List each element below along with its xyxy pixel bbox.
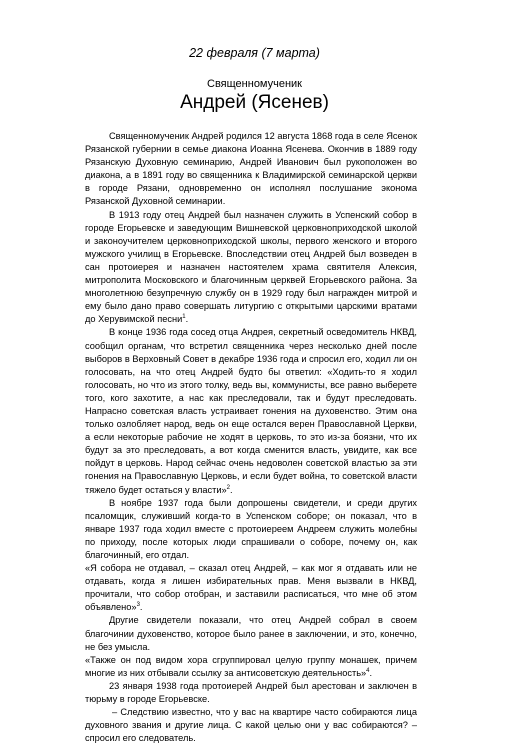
paragraph-text: В 1913 году отец Андрей был назначен служить в Успенский собор в городе Егорьевске и заведующим Вишневской церковноприходской школой и законоучителем церковноприходской школы, первого женского и второго мужского училищ в Егорьевске. Впоследствии отец Андрей был возведен в сан протоиерея и назначен настоятелем храма святителя Алексия, митрополита Московского и благочинным церквей Егорьевского района. За многолетнюю безупречную службу он в 1929 году был награжден митрой и ему было дано право совершать литургию с открытыми царскими вратами до Херувимской песни (85, 209, 417, 325)
paragraph-other-witnesses (85, 614, 417, 653)
paragraph-text: – Следствию известно, что у вас на квартире часто собираются лица духовного звания и другие лица. С какой целью они у вас собираются? – спросил его следователь. (85, 707, 417, 744)
paragraph-birth (85, 130, 417, 209)
paragraph-text: В конце 1936 года сосед отца Андрея, секретный осведомитель НКВД, сообщил органам, что встретил священника через несколько дней после выборов в Верховный Совет в декабре 1936 года и спросил его, ходил ли он голосовать, на что отец Андрей будто бы ответил: «Ходить-то я ходил голосовать, но что из этого толку, ведь вы, коммунисты, все равно выберете того, кого захотите, а нас как преследовали, так и будут преследовать. Напрасно советская власть устраивает гонения на духовенство. Этим она только озлобляет народ, ведь он еще остался верен Православной Церкви, а если некоторые рабочие не ходят в церковь, то это из-за боязни, что их будут за это преследовать, а вот когда сменится власть, увидите, как все пойдут в церковь. Народ сейчас очень недоволен советской властью за эти гонения на Православную Церковь, и если будет война, то советской власти тяжело будет остаться у власти» (85, 327, 417, 495)
biography-text (85, 130, 417, 745)
footnote-ref: 3 (136, 602, 140, 609)
paragraph-text: 23 января 1938 года протоиерей Андрей был арестован и заключен в тюрьму в городе Егорьевске. (85, 680, 417, 705)
paragraph-informant: В конце 1936 года сосед отца Андрея, секретный осведомитель НКВД, сообщил органам, что встретил священника через несколько дней после выборов в Верховный Совет в декабре 1936 года и спросил его, ходил ли он голосовать, на что отец Андрей будто бы ответил: «Ходить-то я ходил голосовать, но что из этого толку, ведь вы, коммунисты, все равно выберете того, кого захотите, а нас как преследовали, так и будут преследовать. Напрасно советская власть устраивает гонения на духовенство. Этим она только озлобляет народ, ведь он еще остался верен Православной Церкви, а если некоторые рабочие не ходят в церковь, то это из-за боязни, что их будут за это преследовать, а вот когда сменится власть, увидите, как все пойдут в церковь. Народ сейчас очень недоволен советской властью за эти гонения на Православную Церковь, и если будет война, то советской власти тяжело будет остаться у власти»$^2$. (85, 327, 417, 495)
quote-text: «Я собора не отдавал, – сказал отец Андрей, – как мог я отдавать или не отдавать, когда я лишен избирательных прав. Меня вызвали в НКВД, прочитали, что собор отобран, и заставили расписаться, что мне об этом объявлено» (85, 563, 417, 613)
paragraph-arrest (85, 680, 417, 706)
paragraph-interrogation (85, 706, 417, 745)
paragraph-ministry: В 1913 году отец Андрей был назначен служить в Успенский собор в городе Егорьевске и заведующим Вишневской церковноприходской школой и законоучителем церковноприходской школы, первого женского и второго мужского училищ в Егорьевске. Впоследствии отец Андрей был возведен в сан протоиерея и назначен настоятелем храма святителя Алексия, митрополита Московского и благочинным церквей Егорьевского района. За многолетнюю безупречную службу он в 1929 году был награжден митрой и ему было дано право совершать литургию с открытыми царскими вратами до Херувимской песни$^1$. (85, 209, 417, 325)
paragraph-text: Другие свидетели показали, что отец Андрей собрал в своем благочинии духовенство, которое было ранее в заключении, и это, конечно, не без умысла. (85, 615, 417, 652)
quote-text: «Также он под видом хора сгруппировал целую группу монашек, причем многие из них отбывали ссылку за антисоветскую деятельность» (85, 654, 417, 678)
footnote-ref: 1 (182, 314, 186, 321)
footnote-ref: 2 (226, 484, 230, 491)
paragraph-witnesses (85, 497, 417, 562)
paragraph-text: Священномученик Андрей родился 12 августа 1868 года в селе Ясенок Рязанской губернии в семье диакона Иоанна Ясенева. Окончив в 1889 году Рязанскую Духовную семинарию, Андрей Иванович был рукоположен во диакона, а в 1891 году во священника к Владимирской семинарской церкви в городе Рязани, одновременно он исполнял послушание эконома Рязанской Духовной семинарии. (85, 131, 417, 207)
paragraph-quote: «Я собора не отдавал, – сказал отец Андрей, – как мог я отдавать или не отдавать, когда я лишен избирательных прав. Меня вызвали в НКВД, прочитали, что собор отобран, и заставили расписаться, что мне об этом объявлено»$^3$. (85, 563, 417, 613)
footnote-ref: 4 (366, 667, 370, 674)
saint-rank: Священномученик (207, 78, 302, 90)
paragraph-text: В ноябре 1937 года были допрошены свидетели, и среди других псаломщик, служивший когда-то в Успенском соборе; он показал, что в январе 1937 года ходил вместе с протоиереем Андреем служить молебны по приходу, после которых люди спрашивали о соборе, почему он, как благочинный, его отдал. (85, 497, 417, 560)
feast-date: 22 февраля (7 марта) (189, 46, 320, 60)
paragraph-quote: «Также он под видом хора сгруппировал целую группу монашек, причем многие из них отбывали ссылку за антисоветскую деятельность»$^4$. (85, 654, 417, 678)
saint-name: Андрей (Ясенев) (180, 92, 329, 113)
